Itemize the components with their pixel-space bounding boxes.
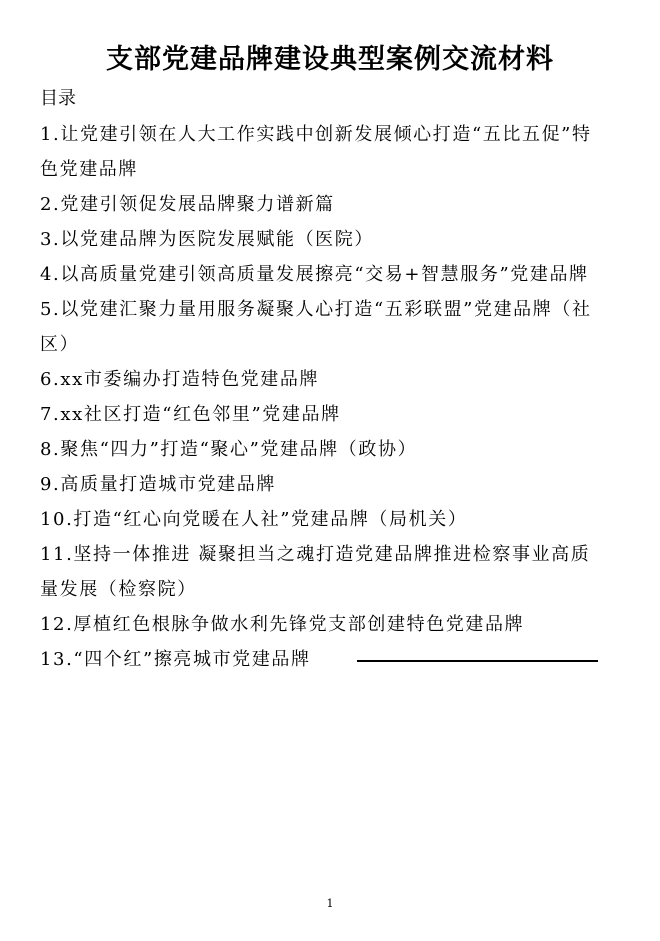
table-of-contents [40,117,602,677]
toc-item-8: 8.聚焦“四力”打造“聚心”党建品牌（政协） [40,439,418,460]
toc-heading: 目录 [40,88,76,109]
toc-item-13-text: 13.“四个红”擦亮城市党建品牌 [40,649,311,670]
toc-item-12: 12.厚植红色根脉争做水利先锋党支部创建特色党建品牌 [40,614,525,635]
toc-item-9: 9.高质量打造城市党建品牌 [40,474,276,495]
toc-item-1: 1.让党建引领在人大工作实践中创新发展倾心打造“五比五促”特色党建品牌 [40,124,592,180]
toc-item-2: 2.党建引领促发展品牌聚力谱新篇 [40,194,335,215]
toc-item-13 [40,642,602,677]
horizontal-rule [357,660,598,662]
toc-item-6: 6.xx市委编办打造特色党建品牌 [40,369,320,390]
toc-item-10: 10.打造“红心向党暖在人社”党建品牌（局机关） [40,509,468,530]
toc-item-7: 7.xx社区打造“红色邻里”党建品牌 [40,404,341,425]
toc-item-4: 4.以高质量党建引领高质量发展擦亮“交易+智慧服务”党建品牌 [40,264,589,285]
document-title: 支部党建品牌建设典型案例交流材料 [106,44,554,75]
page-number: 1 [326,897,334,910]
toc-item-5: 5.以党建汇聚力量用服务凝聚人心打造“五彩联盟”党建品牌（社区） [40,299,592,355]
toc-item-11: 11.坚持一体推进 凝聚担当之魂打造党建品牌推进检察事业高质量发展（检察院） [40,544,591,600]
toc-item-3: 3.以党建品牌为医院发展赋能（医院） [40,229,374,250]
